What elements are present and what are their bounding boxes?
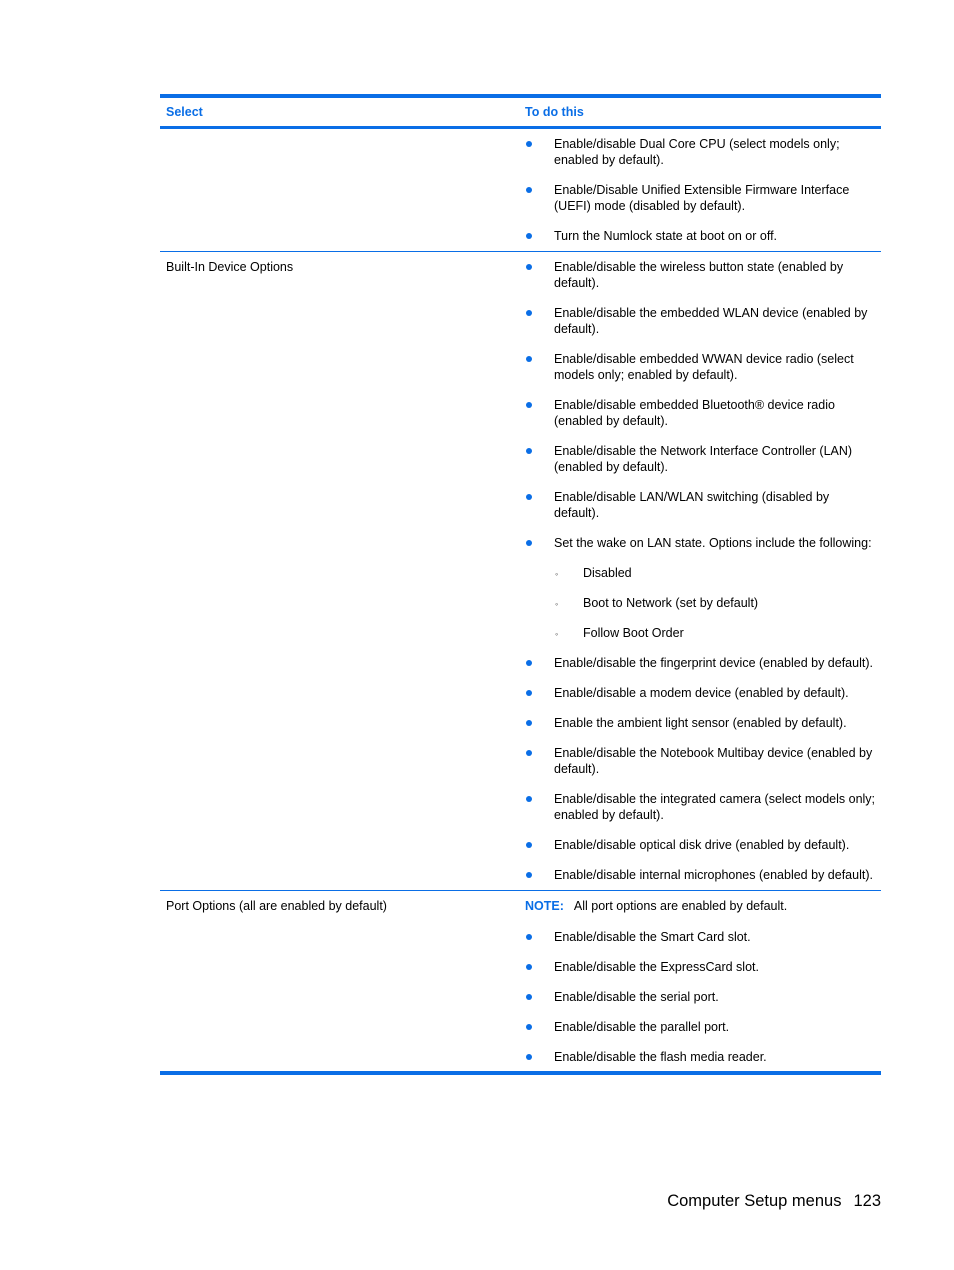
list-item-text: Enable/disable a modem device (enabled by default). <box>554 686 849 700</box>
list-item-text: Enable/disable Dual Core CPU (select models only; enabled by default). <box>554 137 840 167</box>
row-label: Port Options (all are enabled by default) <box>166 899 387 913</box>
note-label: NOTE: <box>525 899 564 913</box>
note <box>525 898 877 914</box>
list-item <box>525 837 877 853</box>
bullet-icon <box>526 1024 532 1030</box>
bullet-icon <box>526 872 532 878</box>
bullet-icon <box>526 964 532 970</box>
header-todo: To do this <box>525 105 584 119</box>
list-item <box>525 745 877 777</box>
list-item-text: Enable/disable the serial port. <box>554 990 719 1004</box>
action-list <box>525 136 877 244</box>
bullet-icon <box>526 994 532 1000</box>
circle-bullet-icon: ◦ <box>555 569 559 579</box>
sub-list-item-text: Follow Boot Order <box>583 626 684 640</box>
bullet-icon <box>526 233 532 239</box>
page-number: 123 <box>853 1192 881 1210</box>
list-item <box>525 136 877 168</box>
list-item <box>525 1049 877 1065</box>
bullet-icon <box>526 540 532 546</box>
list-item <box>525 351 877 383</box>
bullet-icon <box>526 934 532 940</box>
note-text: All port options are enabled by default. <box>573 899 788 913</box>
action-list <box>525 259 877 883</box>
list-item <box>525 397 877 429</box>
list-item-text: Enable/disable the flash media reader. <box>554 1050 767 1064</box>
list-item-text: Enable/disable internal microphones (enabled by default). <box>554 868 873 882</box>
table-header <box>160 94 881 129</box>
list-item-text: Turn the Numlock state at boot on or off. <box>554 229 778 243</box>
action-list <box>525 929 877 1065</box>
table-row <box>160 252 881 891</box>
list-item <box>525 791 877 823</box>
wake-options-list <box>554 565 877 641</box>
list-item-text: Enable/disable the Network Interface Controller (LAN) (enabled by default). <box>554 444 853 474</box>
list-item <box>525 443 877 475</box>
bullet-icon <box>526 660 532 666</box>
settings-table <box>160 94 881 1075</box>
header-select: Select <box>166 105 203 119</box>
list-item <box>525 182 877 214</box>
table-row <box>160 129 881 252</box>
bullet-icon <box>526 141 532 147</box>
bullet-icon <box>526 402 532 408</box>
list-item-text: Enable/disable the Notebook Multibay device (enabled by default). <box>554 746 873 776</box>
list-item-text: Enable/disable the integrated camera (select models only; enabled by default). <box>554 792 876 822</box>
list-item-text: Set the wake on LAN state. Options include the following: <box>554 536 872 550</box>
list-item-text: Enable/disable embedded WWAN device radio (select models only; enabled by default). <box>554 352 854 382</box>
page-footer <box>667 1192 881 1211</box>
sub-list-item-text: Boot to Network (set by default) <box>583 596 759 610</box>
footer-section-title: Computer Setup menus <box>667 1192 842 1210</box>
list-item <box>525 305 877 337</box>
list-item <box>525 259 877 291</box>
list-item <box>525 929 877 945</box>
list-item <box>525 1019 877 1035</box>
row-actions <box>519 129 881 251</box>
list-item <box>525 228 877 244</box>
list-item-text: Enable/disable the wireless button state (enabled by default). <box>554 260 844 290</box>
table-row <box>160 891 881 1075</box>
sub-list-item <box>554 595 877 611</box>
list-item <box>525 867 877 883</box>
list-item-text: Enable/disable optical disk drive (enabled by default). <box>554 838 850 852</box>
list-item-text: Enable/disable the fingerprint device (enabled by default). <box>554 656 873 670</box>
bullet-icon <box>526 750 532 756</box>
list-item-text: Enable/disable the parallel port. <box>554 1020 730 1034</box>
list-item-text: Enable/disable embedded Bluetooth® device radio (enabled by default). <box>554 398 835 428</box>
row-actions <box>519 252 881 890</box>
list-item-text: Enable the ambient light sensor (enabled by default). <box>554 716 847 730</box>
bullet-icon <box>526 264 532 270</box>
bullet-icon <box>526 720 532 726</box>
list-item <box>525 715 877 731</box>
bullet-icon <box>526 690 532 696</box>
circle-bullet-icon: ◦ <box>555 599 559 609</box>
bullet-icon <box>526 842 532 848</box>
list-item <box>525 655 877 671</box>
list-item <box>525 989 877 1005</box>
list-item-text: Enable/disable the ExpressCard slot. <box>554 960 759 974</box>
list-item <box>525 959 877 975</box>
list-item <box>525 489 877 521</box>
bullet-icon <box>526 1054 532 1060</box>
row-label: Built-In Device Options <box>166 260 294 274</box>
sub-list-item-text: Disabled <box>583 566 632 580</box>
list-item-text: Enable/disable LAN/WLAN switching (disabled by default). <box>554 490 830 520</box>
bullet-icon <box>526 494 532 500</box>
list-item-text: Enable/Disable Unified Extensible Firmware Interface (UEFI) mode (disabled by default). <box>554 183 850 213</box>
list-item-text: Enable/disable the Smart Card slot. <box>554 930 751 944</box>
bullet-icon <box>526 356 532 362</box>
bullet-icon <box>526 310 532 316</box>
sub-list-item <box>554 565 877 581</box>
bullet-icon <box>526 187 532 193</box>
row-label <box>160 129 519 251</box>
sub-list-item <box>554 625 877 641</box>
list-item <box>525 535 877 641</box>
bullet-icon <box>526 796 532 802</box>
row-actions <box>519 891 881 1071</box>
list-item-text: Enable/disable the embedded WLAN device (enabled by default). <box>554 306 868 336</box>
circle-bullet-icon: ◦ <box>555 629 559 639</box>
list-item <box>525 685 877 701</box>
bullet-icon <box>526 448 532 454</box>
